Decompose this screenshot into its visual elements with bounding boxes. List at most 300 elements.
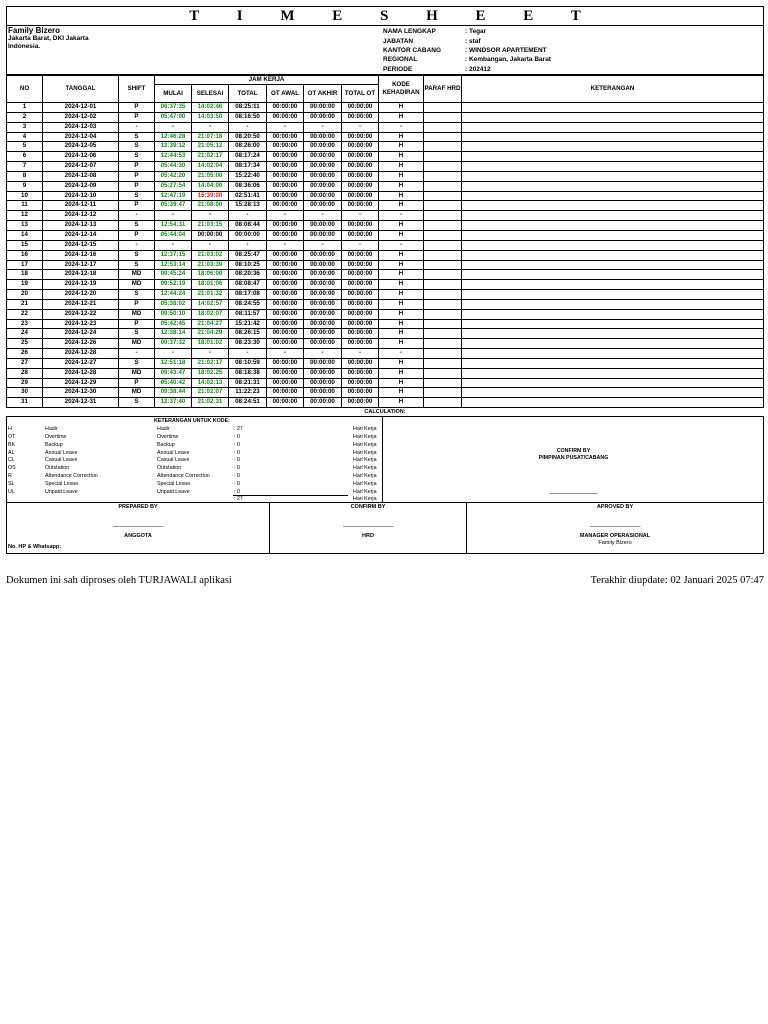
table-row [7, 309, 764, 319]
company-address-2: Indonesia. [8, 43, 41, 50]
row-keterangan [462, 103, 764, 113]
row-shift: S [119, 329, 155, 339]
signature-name: HRD [362, 533, 374, 540]
row-no: 4 [7, 132, 43, 142]
row-keterangan [462, 132, 764, 142]
confirm-label: CONFIRM BY [556, 448, 591, 455]
row-end: 21:07:18 [192, 132, 229, 142]
footer-validation-note: Dokumen ini sah diproses oleh TURJAWALI aplikasi [6, 575, 232, 586]
row-date: 2024-12-29 [43, 378, 119, 388]
row-keterangan [462, 329, 764, 339]
employee-field [383, 55, 551, 64]
row-attendance-code: - [379, 349, 424, 359]
table-row [7, 152, 764, 162]
row-keterangan [462, 368, 764, 378]
row-start: 09:37:32 [155, 339, 192, 349]
row-start: - [155, 211, 192, 221]
table-row [7, 230, 764, 240]
row-no: 15 [7, 240, 43, 250]
row-no: 28 [7, 368, 43, 378]
table-row [7, 181, 764, 191]
signature-line: -------------------------------------- [342, 524, 394, 531]
footer-last-updated: Terakhir diupdate: 02 Januari 2025 07:47 [590, 575, 764, 586]
calc-unit: Hari Kerja [353, 480, 377, 487]
row-no: 5 [7, 142, 43, 152]
row-keterangan [462, 240, 764, 250]
row-ot-start: 00:00:00 [267, 230, 304, 240]
row-date: 2024-12-24 [43, 329, 119, 339]
page-title: T I M E S H E E T [6, 6, 764, 26]
row-start: 05:44:04 [155, 230, 192, 240]
row-ot-start: - [267, 122, 304, 132]
table-row [7, 339, 764, 349]
calc-line [7, 473, 382, 481]
signature-prepared [7, 503, 270, 553]
row-ot-end: 00:00:00 [304, 388, 342, 398]
employee-fields [383, 27, 551, 74]
field-value: : staf [465, 37, 481, 45]
row-date: 2024-12-15 [43, 240, 119, 250]
row-paraf [424, 230, 462, 240]
col-header-total: TOTAL [229, 85, 267, 103]
row-attendance-code: H [379, 358, 424, 368]
row-paraf [424, 250, 462, 260]
code-desc: Casual Leave [45, 457, 78, 464]
calc-unit: Hari Kerja [353, 441, 377, 448]
row-start: 12:37:15 [155, 250, 192, 260]
row-date: 2024-12-13 [43, 221, 119, 231]
row-total: 15:21:42 [229, 319, 267, 329]
row-ot-start: 00:00:00 [267, 132, 304, 142]
col-header-jam-kerja: JAM KERJA [155, 76, 379, 85]
row-total-ot: 00:00:00 [342, 112, 379, 122]
row-shift: P [119, 319, 155, 329]
row-ot-start: 00:00:00 [267, 280, 304, 290]
col-header-ot-akhir: OT AKHIR [304, 85, 342, 103]
row-paraf [424, 171, 462, 181]
row-total: 08:17:08 [229, 290, 267, 300]
row-total-ot: 00:00:00 [342, 270, 379, 280]
table-row [7, 378, 764, 388]
row-keterangan [462, 171, 764, 181]
row-no: 17 [7, 260, 43, 270]
row-date: 2024-12-26 [43, 339, 119, 349]
row-date: 2024-12-28 [43, 349, 119, 359]
row-ot-start: 00:00:00 [267, 181, 304, 191]
row-start: 09:43:47 [155, 368, 192, 378]
table-row [7, 398, 764, 408]
row-shift: MD [119, 270, 155, 280]
row-date: 2024-12-19 [43, 280, 119, 290]
row-no: 26 [7, 349, 43, 359]
calc-label: Backup [157, 441, 175, 448]
row-ot-end: 00:00:00 [304, 152, 342, 162]
row-start: 12:53:14 [155, 260, 192, 270]
row-ot-end: 00:00:00 [304, 132, 342, 142]
row-start: 05:27:54 [155, 181, 192, 191]
row-paraf [424, 368, 462, 378]
row-ot-start: 00:00:00 [267, 270, 304, 280]
row-end: 18:06:00 [192, 270, 229, 280]
row-total: 08:11:57 [229, 309, 267, 319]
row-ot-start: 00:00:00 [267, 388, 304, 398]
row-paraf [424, 142, 462, 152]
row-total-ot: 00:00:00 [342, 171, 379, 181]
code-key: UL [8, 488, 15, 495]
row-paraf [424, 132, 462, 142]
timesheet [6, 6, 764, 554]
row-no: 6 [7, 152, 43, 162]
row-no: 1 [7, 103, 43, 113]
signature-header: APROVED BY [596, 504, 634, 511]
row-total-ot: 00:00:00 [342, 221, 379, 231]
row-start: 05:44:30 [155, 162, 192, 172]
row-ot-start: 00:00:00 [267, 368, 304, 378]
row-no: 27 [7, 358, 43, 368]
row-ot-start: 00:00:00 [267, 260, 304, 270]
row-total-ot: 00:00:00 [342, 132, 379, 142]
calc-label: Outstation [157, 465, 182, 472]
row-no: 8 [7, 171, 43, 181]
row-ot-end: 00:00:00 [304, 260, 342, 270]
row-start: - [155, 349, 192, 359]
row-end: 21:04:29 [192, 329, 229, 339]
row-end: 18:02:07 [192, 309, 229, 319]
row-paraf [424, 378, 462, 388]
row-keterangan [462, 221, 764, 231]
row-attendance-code: H [379, 378, 424, 388]
row-attendance-code: H [379, 329, 424, 339]
row-no: 2 [7, 112, 43, 122]
calc-value: : 0 [234, 465, 240, 472]
row-end: 21:03:15 [192, 221, 229, 231]
row-ot-end: 00:00:00 [304, 250, 342, 260]
row-total-ot: 00:00:00 [342, 103, 379, 113]
row-ot-end: 00:00:00 [304, 398, 342, 408]
signature-section [6, 503, 764, 554]
row-date: 2024-12-20 [43, 290, 119, 300]
row-paraf [424, 260, 462, 270]
calc-line [7, 434, 382, 442]
table-row [7, 299, 764, 309]
row-ot-start: 00:00:00 [267, 329, 304, 339]
table-row [7, 358, 764, 368]
row-total-ot: 00:00:00 [342, 230, 379, 240]
row-ot-start: 00:00:00 [267, 358, 304, 368]
col-header-mulai: MULAI [155, 85, 192, 103]
row-start: 12:44:24 [155, 290, 192, 300]
row-end: 00:00:00 [192, 230, 229, 240]
signature-line: -------------------------------------- [112, 524, 164, 531]
calc-total-value: : 27 [234, 496, 243, 503]
row-attendance-code: - [379, 240, 424, 250]
table-row [7, 122, 764, 132]
row-ot-end: 00:00:00 [304, 358, 342, 368]
row-date: 2024-12-05 [43, 142, 119, 152]
row-no: 21 [7, 299, 43, 309]
row-end: 14:02:04 [192, 162, 229, 172]
row-keterangan [462, 358, 764, 368]
calc-line [7, 481, 382, 489]
row-attendance-code: - [379, 211, 424, 221]
row-date: 2024-12-30 [43, 388, 119, 398]
row-shift: - [119, 211, 155, 221]
row-total: 08:23:30 [229, 339, 267, 349]
row-keterangan [462, 112, 764, 122]
row-no: 24 [7, 329, 43, 339]
row-end: 21:05:12 [192, 142, 229, 152]
row-end: 14:04:00 [192, 181, 229, 191]
table-row [7, 260, 764, 270]
row-attendance-code: H [379, 221, 424, 231]
row-total: - [229, 240, 267, 250]
row-shift: P [119, 112, 155, 122]
row-start: 12:44:53 [155, 152, 192, 162]
signature-header: CONFIRM BY [350, 504, 386, 511]
row-shift: P [119, 171, 155, 181]
row-shift: P [119, 299, 155, 309]
row-attendance-code: H [379, 260, 424, 270]
row-total: 08:17:34 [229, 162, 267, 172]
row-ot-end: 00:00:00 [304, 171, 342, 181]
row-ot-end: 00:00:00 [304, 339, 342, 349]
row-date: 2024-12-21 [43, 299, 119, 309]
row-ot-start: 00:00:00 [267, 309, 304, 319]
row-total-ot: 00:00:00 [342, 319, 379, 329]
row-ot-start: 00:00:00 [267, 201, 304, 211]
row-date: 2024-12-07 [43, 162, 119, 172]
row-end: 18:02:25 [192, 368, 229, 378]
row-no: 11 [7, 201, 43, 211]
row-total: 11:22:23 [229, 388, 267, 398]
row-ot-start: - [267, 211, 304, 221]
calc-label: Unpaid Leave [157, 488, 190, 495]
attendance-table [6, 75, 764, 408]
row-attendance-code: H [379, 299, 424, 309]
row-end: 21:05:00 [192, 171, 229, 181]
row-no: 3 [7, 122, 43, 132]
row-total-ot: - [342, 240, 379, 250]
row-attendance-code: H [379, 132, 424, 142]
row-total: 02:51:41 [229, 191, 267, 201]
row-attendance-code: H [379, 162, 424, 172]
employee-field [383, 65, 551, 74]
row-paraf [424, 299, 462, 309]
company-name: Family Bizero [8, 26, 61, 35]
row-ot-end: 00:00:00 [304, 319, 342, 329]
calc-value: : 27 [234, 426, 243, 433]
row-end: 14:02:13 [192, 378, 229, 388]
calc-line [7, 457, 382, 465]
table-row [7, 201, 764, 211]
row-attendance-code: H [379, 112, 424, 122]
calculation-lines [7, 426, 382, 504]
row-ot-start: 00:00:00 [267, 339, 304, 349]
signature-name: ANGGOTA [124, 533, 152, 540]
row-no: 25 [7, 339, 43, 349]
row-ot-end: 00:00:00 [304, 368, 342, 378]
row-keterangan [462, 299, 764, 309]
row-start: 12:38:14 [155, 329, 192, 339]
row-ot-end: 00:00:00 [304, 270, 342, 280]
row-total-ot: - [342, 211, 379, 221]
row-end: 21:01:32 [192, 290, 229, 300]
row-keterangan [462, 250, 764, 260]
row-total-ot: 00:00:00 [342, 388, 379, 398]
row-keterangan [462, 162, 764, 172]
row-keterangan [462, 191, 764, 201]
row-shift: P [119, 201, 155, 211]
table-row [7, 290, 764, 300]
header-info [6, 26, 764, 75]
calc-unit: Hari Kerja [353, 433, 377, 440]
code-desc: Outstation [45, 465, 70, 472]
row-total-ot: - [342, 122, 379, 132]
row-total: 08:16:50 [229, 112, 267, 122]
col-header-kode: KODE KEHADIRAN [379, 76, 424, 103]
row-keterangan [462, 388, 764, 398]
table-row [7, 388, 764, 398]
row-total-ot: 00:00:00 [342, 142, 379, 152]
row-ot-start: 00:00:00 [267, 112, 304, 122]
row-shift: MD [119, 309, 155, 319]
row-date: 2024-12-23 [43, 319, 119, 329]
signature-company: Family Bizero [598, 540, 632, 547]
row-start: - [155, 240, 192, 250]
row-attendance-code: H [379, 171, 424, 181]
row-date: 2024-12-04 [43, 132, 119, 142]
row-keterangan [462, 398, 764, 408]
row-total: 08:24:55 [229, 299, 267, 309]
row-keterangan [462, 349, 764, 359]
field-value: : Tegar [465, 28, 487, 36]
calc-label: Special Leave [157, 480, 191, 487]
calc-unit: Hari Kerja [353, 457, 377, 464]
row-paraf [424, 221, 462, 231]
row-attendance-code: H [379, 230, 424, 240]
row-attendance-code: H [379, 191, 424, 201]
row-total: - [229, 211, 267, 221]
code-desc: Attendance Correction [45, 472, 98, 479]
row-ot-end: 00:00:00 [304, 181, 342, 191]
row-date: 2024-12-22 [43, 309, 119, 319]
row-date: 2024-12-14 [43, 230, 119, 240]
row-ot-end: 00:00:00 [304, 280, 342, 290]
row-paraf [424, 211, 462, 221]
row-no: 13 [7, 221, 43, 231]
row-shift: MD [119, 280, 155, 290]
row-total-ot: 00:00:00 [342, 280, 379, 290]
row-shift: S [119, 398, 155, 408]
row-ot-end: - [304, 122, 342, 132]
row-shift: P [119, 230, 155, 240]
calc-line [7, 426, 382, 434]
row-keterangan [462, 270, 764, 280]
row-total-ot: 00:00:00 [342, 299, 379, 309]
field-label: PERIODE [383, 65, 413, 73]
row-end: 14:02:57 [192, 299, 229, 309]
row-end: 21:04:27 [192, 319, 229, 329]
col-header-shift: SHIFT [119, 76, 155, 103]
row-paraf [424, 290, 462, 300]
row-attendance-code: H [379, 398, 424, 408]
row-end: - [192, 211, 229, 221]
col-header-selesai: SELESAI [192, 85, 229, 103]
calc-unit: Hari Kerja [353, 426, 377, 433]
row-attendance-code: H [379, 339, 424, 349]
row-total-ot: 00:00:00 [342, 250, 379, 260]
row-shift: - [119, 240, 155, 250]
row-shift: S [119, 142, 155, 152]
row-shift: S [119, 152, 155, 162]
table-row [7, 142, 764, 152]
confirm-signature-line: -------------------------------------- [549, 491, 598, 498]
table-row [7, 211, 764, 221]
row-attendance-code: H [379, 103, 424, 113]
row-total-ot: 00:00:00 [342, 398, 379, 408]
table-row [7, 280, 764, 290]
calc-total-unit: Hari Kerja [353, 496, 377, 503]
row-attendance-code: - [379, 122, 424, 132]
code-key: OS [8, 465, 16, 472]
row-end: - [192, 349, 229, 359]
row-paraf [424, 270, 462, 280]
row-start: 09:52:19 [155, 280, 192, 290]
row-paraf [424, 181, 462, 191]
calc-value: : 0 [234, 488, 240, 495]
row-total-ot: 00:00:00 [342, 329, 379, 339]
calc-label: Hadir [157, 426, 170, 433]
row-keterangan [462, 230, 764, 240]
row-paraf [424, 329, 462, 339]
row-ot-end: - [304, 349, 342, 359]
row-attendance-code: H [379, 309, 424, 319]
row-total-ot: 00:00:00 [342, 162, 379, 172]
row-attendance-code: H [379, 319, 424, 329]
row-total: 15:22:40 [229, 171, 267, 181]
code-key: BK [8, 441, 16, 448]
row-paraf [424, 339, 462, 349]
calc-line [7, 450, 382, 458]
row-paraf [424, 358, 462, 368]
row-no: 18 [7, 270, 43, 280]
company-info [8, 27, 89, 51]
row-total-ot: 00:00:00 [342, 181, 379, 191]
row-ot-start: - [267, 349, 304, 359]
row-ot-end: 00:00:00 [304, 230, 342, 240]
code-key: CL [8, 457, 15, 464]
row-total: 08:08:47 [229, 280, 267, 290]
table-row [7, 103, 764, 113]
row-total: 00:00:00 [229, 230, 267, 240]
row-shift: S [119, 191, 155, 201]
row-ot-start: 00:00:00 [267, 171, 304, 181]
table-row [7, 112, 764, 122]
row-ot-end: 00:00:00 [304, 162, 342, 172]
row-shift: S [119, 358, 155, 368]
row-total-ot: 00:00:00 [342, 368, 379, 378]
table-row [7, 240, 764, 250]
row-start: 05:38:02 [155, 299, 192, 309]
row-total-ot: 00:00:00 [342, 378, 379, 388]
row-paraf [424, 103, 462, 113]
row-keterangan [462, 211, 764, 221]
row-total: 08:08:44 [229, 221, 267, 231]
row-date: 2024-12-27 [43, 358, 119, 368]
row-ot-start: 00:00:00 [267, 378, 304, 388]
row-start: 06:37:35 [155, 103, 192, 113]
row-total: 08:21:31 [229, 378, 267, 388]
